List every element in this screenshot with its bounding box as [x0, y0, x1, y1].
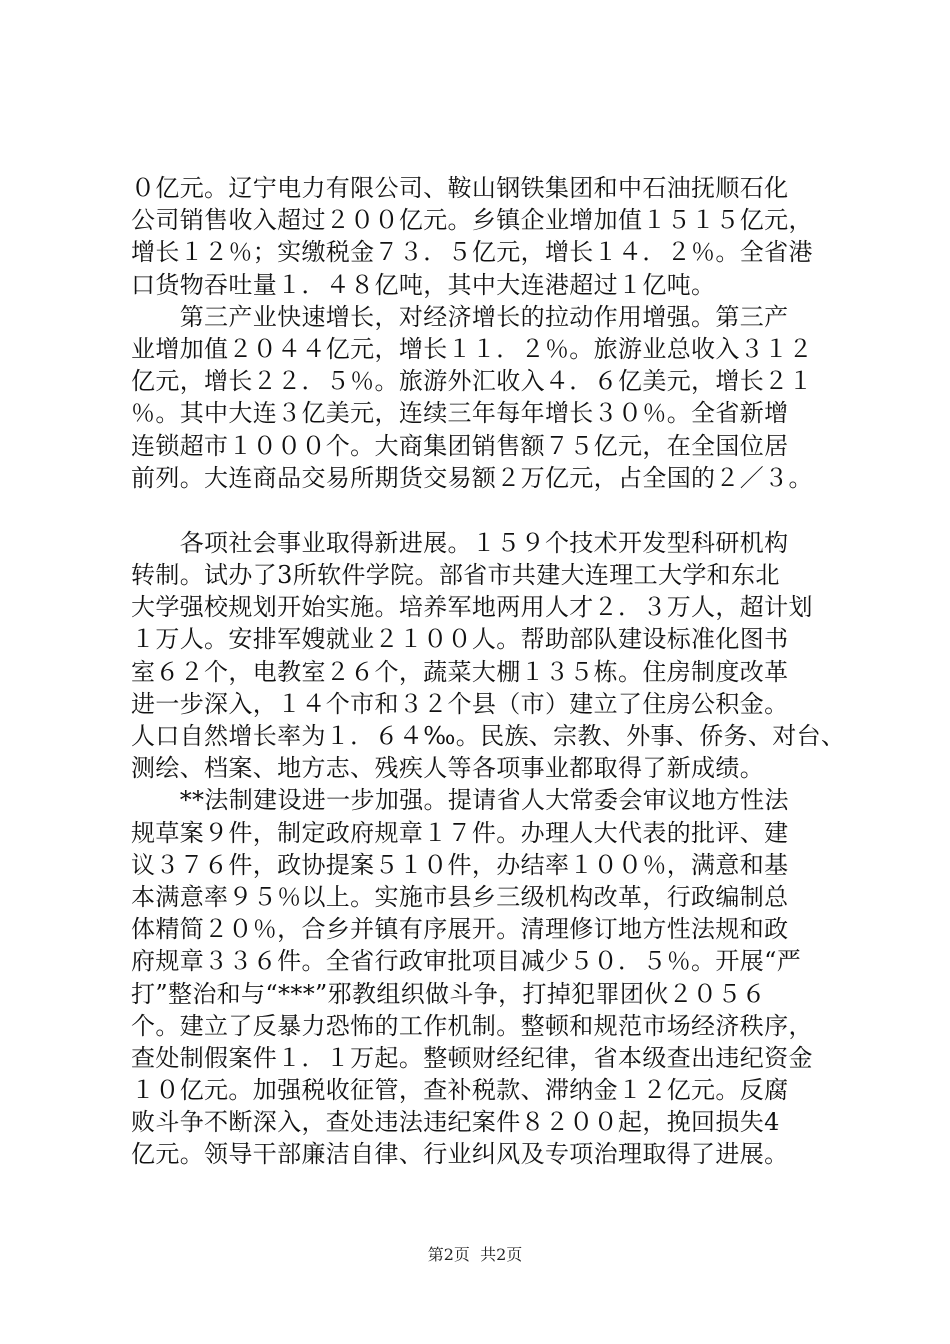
text-line: １０亿元。加强税收征管，查补税款、滞纳金１２亿元。反腐	[131, 1076, 789, 1105]
text-line: 败斗争不断深入，查处违法违纪案件８２００起，挽回损失4	[131, 1108, 780, 1137]
paragraph-3	[131, 527, 846, 785]
text-line: 室６２个，电教室２６个，蔬菜大棚１３５栋。住房制度改革	[131, 657, 789, 686]
paragraph-spacer	[131, 494, 831, 527]
text-line: 业增加值２０４４亿元，增长１１．２％。旅游业总收入３１２	[131, 334, 813, 363]
text-line: 规草案９件，制定政府规章１７件。办理人大代表的批评、建	[131, 818, 789, 847]
paragraph-1	[131, 172, 831, 301]
text-line: 议３７６件，政协提案５１０件，办结率１００％，满意和基	[131, 850, 789, 879]
text-line: 第三产业快速增长，对经济增长的拉动作用增强。第三产	[131, 302, 789, 331]
text-line: 各项社会事业取得新进展。１５９个技术开发型科研机构	[131, 528, 789, 557]
text-line: 口货物吞吐量１．４８亿吨，其中大连港超过１亿吨。	[131, 270, 716, 299]
text-line: 增长１２％；实缴税金７３．５亿元，增长１４．２％。全省港	[131, 238, 813, 267]
text-line: 个。建立了反暴力恐怖的工作机制。整顿和规范市场经济秩序，	[131, 1011, 813, 1040]
text-line: 体精简２０％，合乡并镇有序展开。清理修订地方性法规和政	[131, 915, 789, 944]
text-line: 转制。试办了3所软件学院。部省市共建大连理工大学和东北	[131, 561, 780, 590]
document-body	[131, 172, 846, 1171]
text-line: 大学强校规划开始实施。培养军地两用人才２．３万人，超计划	[131, 593, 813, 622]
text-line: 人口自然增长率为１．６４‰。民族、宗教、外事、侨务、对台、	[131, 722, 846, 750]
text-line: 进一步深入，１４个市和３２个县（市）建立了住房公积金。	[131, 689, 789, 718]
paragraph-2	[131, 301, 831, 494]
text-line: 连锁超市１０００个。大商集团销售额７５亿元，在全国位居	[131, 431, 789, 460]
text-line: 查处制假案件１．１万起。整顿财经纪律，省本级查出违纪资金	[131, 1043, 813, 1072]
text-line: 公司销售收入超过２００亿元。乡镇企业增加值１５１５亿元，	[131, 206, 813, 235]
page-footer	[0, 1244, 950, 1266]
text-line: 亿元。领导干部廉洁自律、行业纠风及专项治理取得了进展。	[131, 1140, 789, 1169]
text-line: 本满意率９５％以上。实施市县乡三级机构改革，行政编制总	[131, 882, 789, 911]
text-line: ０亿元。辽宁电力有限公司、鞍山钢铁集团和中石油抚顺石化	[131, 174, 789, 202]
paragraph-4	[131, 784, 831, 1170]
text-line: 打”整治和与“***”邪教组织做斗争，打掉犯罪团伙２０５６	[131, 979, 766, 1008]
text-line: **法制建设进一步加强。提请省人大常委会审议地方性法	[131, 786, 789, 815]
text-line: 前列。大连商品交易所期货交易额２万亿元，占全国的２／３。	[131, 463, 813, 492]
text-line: 亿元，增长２２．５％。旅游外汇收入４．６亿美元，增长２１	[131, 367, 813, 396]
text-line: 府规章３３６件。全省行政审批项目减少５０．５％。开展“严	[131, 947, 802, 976]
text-line: １万人。安排军嫂就业２１００人。帮助部队建设标准化图书	[131, 625, 789, 654]
text-line: 测绘、档案、地方志、残疾人等各项事业都取得了新成绩。	[131, 754, 765, 783]
page-number-label: 第2页 共2页	[427, 1245, 523, 1264]
text-line: ％。其中大连３亿美元，连续三年每年增长３０％。全省新增	[131, 399, 789, 428]
